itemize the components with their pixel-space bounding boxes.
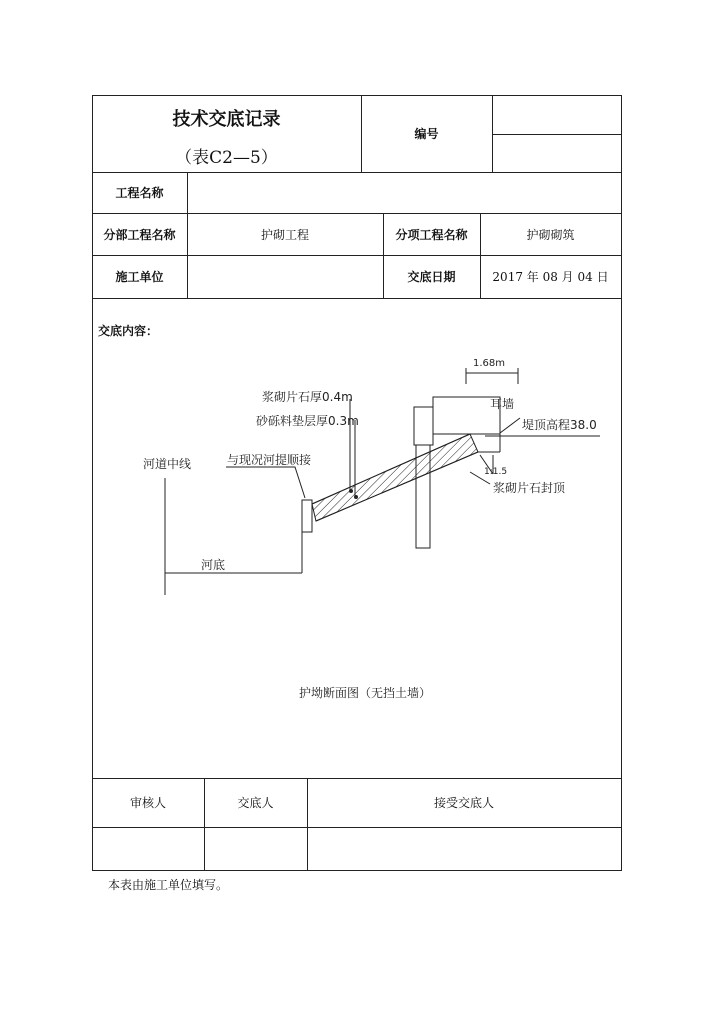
project-name-label: 工程名称 bbox=[115, 186, 164, 200]
slope-ratio-label: 1:1.5 bbox=[484, 467, 508, 477]
cross-section-diagram bbox=[93, 299, 621, 778]
ear-wall-label: 耳墙 bbox=[490, 397, 515, 411]
division-label: 分部工程名称 bbox=[103, 227, 176, 242]
contractor-value[interactable] bbox=[187, 255, 383, 298]
presenter-label: 交底人 bbox=[237, 796, 274, 810]
contractor-label: 施工单位 bbox=[115, 270, 164, 284]
diagram-caption: 护坳断面图（无挡土墙） bbox=[299, 686, 432, 700]
connect-note-label: 与现况河提顺接 bbox=[227, 453, 312, 467]
crest-elevation-label: 堤顶高程38.0 bbox=[522, 418, 597, 432]
project-name-value[interactable] bbox=[187, 172, 621, 213]
gravel-thickness-label: 砂砾料垫层厚0.3m bbox=[256, 414, 359, 428]
form-code: （表C2—5） bbox=[175, 147, 278, 168]
presenter-signature[interactable] bbox=[204, 827, 307, 870]
reviewer-label: 审核人 bbox=[129, 796, 166, 810]
number-label: 编号 bbox=[414, 127, 439, 141]
subitem-label: 分项工程名称 bbox=[395, 227, 468, 242]
date-label: 交底日期 bbox=[407, 270, 456, 284]
number-value-2[interactable] bbox=[492, 134, 621, 172]
footnote: 本表由施工单位填写。 bbox=[108, 877, 229, 892]
number-value[interactable] bbox=[492, 95, 621, 134]
subitem-value[interactable]: 护砌砌筑 bbox=[526, 227, 575, 242]
cap-label: 浆砌片石封顶 bbox=[493, 481, 566, 495]
stone-thickness-label: 浆砌片石厚0.4m bbox=[262, 390, 353, 404]
riverbed-label: 河底 bbox=[201, 558, 226, 572]
form-title: 技术交底记录 bbox=[172, 109, 281, 130]
reviewer-signature[interactable] bbox=[92, 827, 204, 870]
division-value[interactable]: 护砌工程 bbox=[260, 227, 309, 242]
centerline-label: 河道中线 bbox=[143, 457, 192, 471]
dim-width-label: 1.68m bbox=[473, 358, 506, 369]
receiver-signature[interactable] bbox=[307, 827, 621, 870]
content-label: 交底内容： bbox=[98, 323, 159, 338]
date-value[interactable]: 2017 年 08 月 04 日 bbox=[492, 270, 609, 284]
receiver-label: 接受交底人 bbox=[433, 796, 494, 810]
